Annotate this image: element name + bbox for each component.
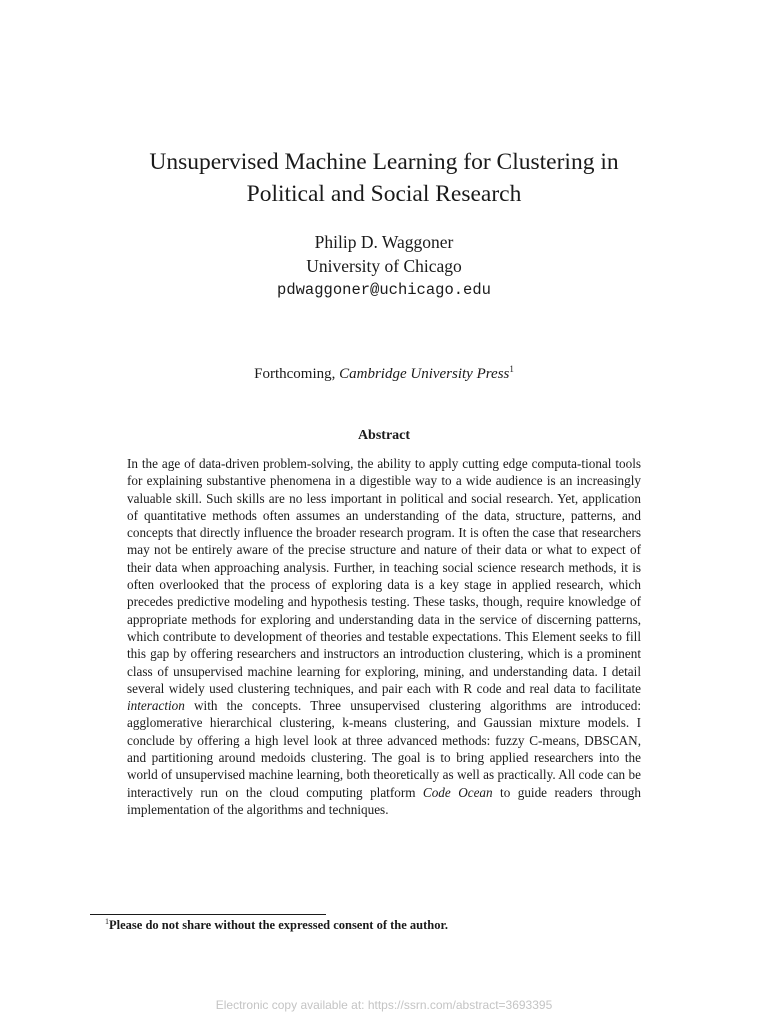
title-line-2: Political and Social Research: [246, 181, 522, 207]
author-email[interactable]: pdwaggoner@uchicago.edu: [277, 281, 491, 299]
abstract-emphasis-code-ocean: Code Ocean: [422, 784, 493, 800]
abstract-body: [127, 455, 641, 818]
footnote-text: Please do not share without the expressed consent of the author.: [109, 918, 449, 932]
publisher-name: Cambridge University Press: [339, 366, 510, 382]
publication-note: [100, 364, 668, 384]
paper-title: [100, 146, 668, 210]
footnote: [105, 917, 665, 934]
title-line-1: Unsupervised Machine Learning for Clustering in: [149, 149, 619, 175]
abstract-text-part-1: In the age of data-driven problem-solving, the ability to apply cutting edge computa-tional tools for explaining substantive phenomena in a digestible way to a wide audience is an increasingly valuable skill. Such skills are no less important in political and social research. Yet, application of quantitative methods often assumes an understanding of the data, structure, patterns, and concepts that directly influence the broader research program. It is often the case that researchers may not be entirely aware of the precise structure and nature of their data or what to expect of their data when approaching analysis. Further, in teaching social science research methods, it is often overlooked that the process of exploring data is a key stage in applied research, which precedes predictive modeling and hypothesis testing. These tasks, though, require knowledge of appropriate methods for exploring and understanding data in the service of discerning patterns, which contribute to development of theories and testable expectations. This Element seeks to fill this gap by offering researchers and instructors an introduction clustering, which is a prominent class of unsupervised machine learning for exploring, mining, and understanding data. I detail several widely used clustering techniques, and pair each with R code and real data to facilitate: [127, 456, 641, 696]
abstract-text-part-3: to guide readers through implementation of the algorithms and techniques.: [127, 784, 641, 817]
abstract-heading: Abstract: [357, 428, 411, 443]
forthcoming-prefix: Forthcoming,: [254, 366, 340, 382]
ssrn-watermark[interactable]: Electronic copy available at: https://ssrn.com/abstract=3693395: [215, 998, 553, 1012]
author-block: [100, 230, 668, 302]
abstract-emphasis-interaction: interaction: [127, 698, 185, 714]
author-name: Philip D. Waggoner: [314, 232, 454, 252]
abstract-text-part-2: with the concepts. Three unsupervised clustering algorithms are introduced: agglomerative hierarchical clustering, k-means clustering, and Gaussian mixture models. I conclude by offering a high level look at three advanced methods: fuzzy C-means, DBSCAN, and partitioning around medoids clustering. The goal is to bring applied researchers into the world of unsupervised machine learning, both theoretically as well as practically. All code can be interactively run on the cloud computing platform: [127, 698, 641, 800]
author-affiliation: University of Chicago: [306, 256, 462, 276]
footnote-divider: [90, 914, 326, 915]
footnote-number: 1: [105, 916, 109, 926]
footnote-marker[interactable]: 1: [509, 364, 514, 374]
